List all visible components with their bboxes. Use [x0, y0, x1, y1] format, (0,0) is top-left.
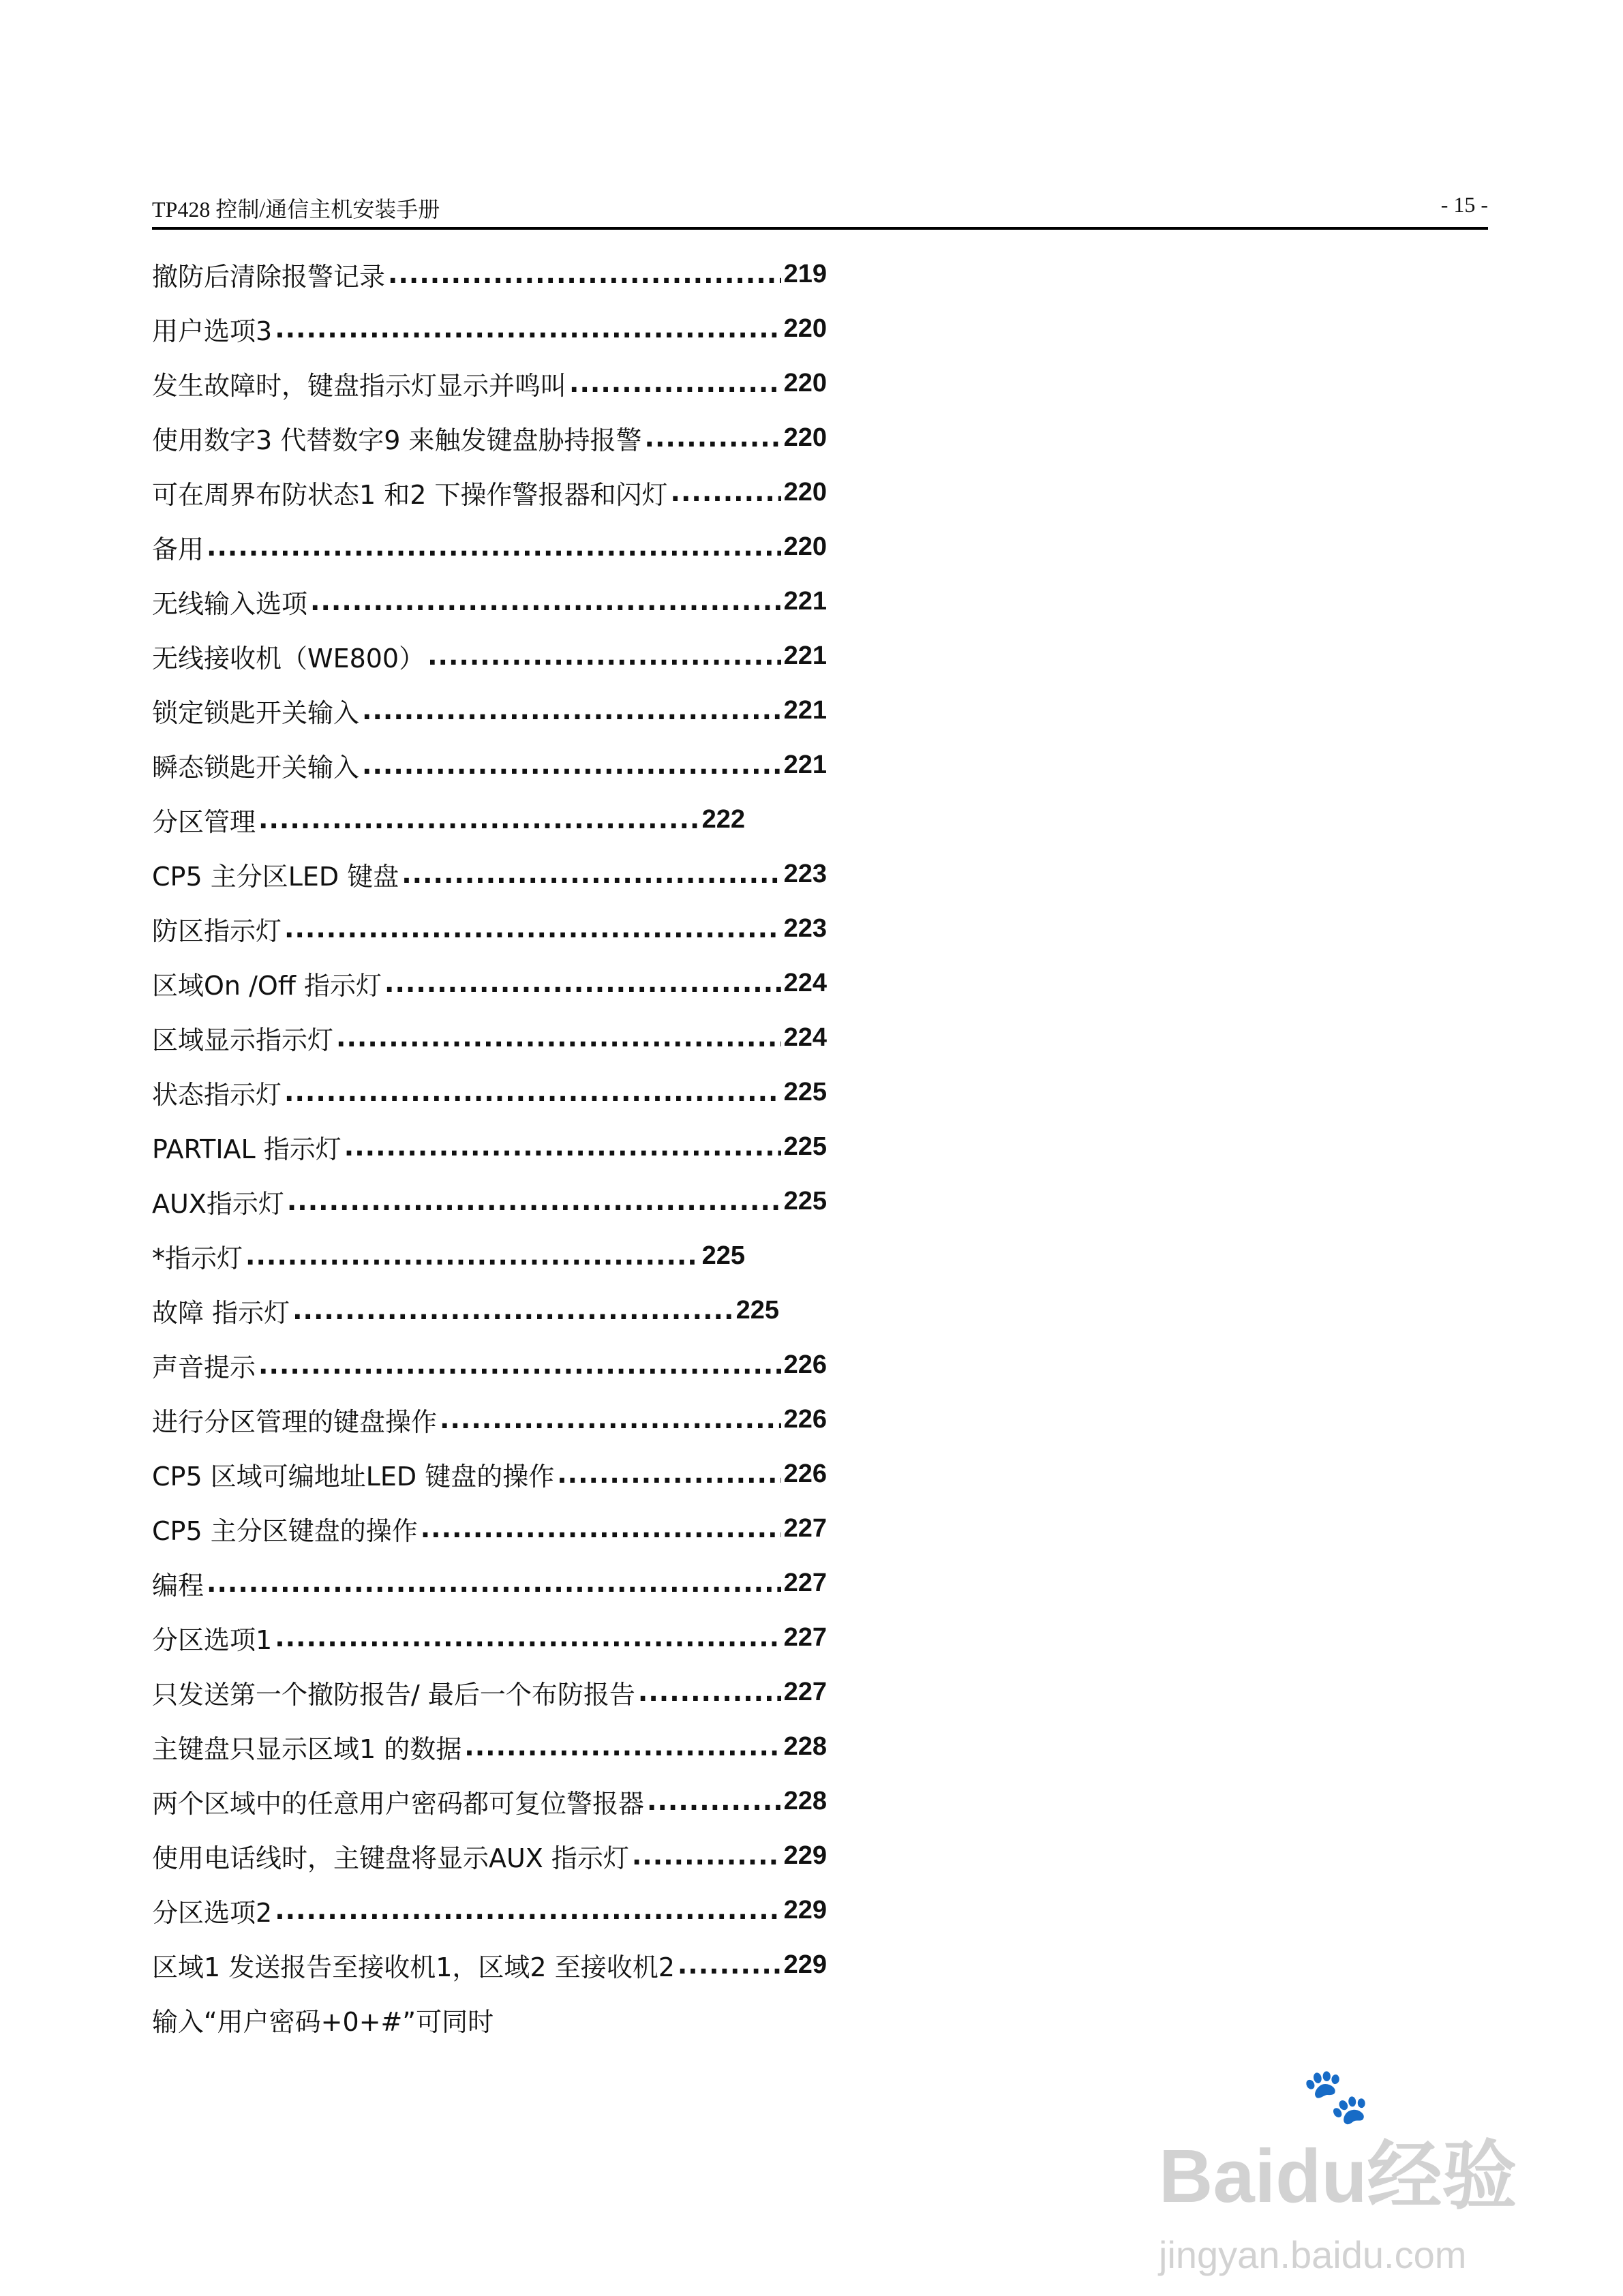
toc-entry[interactable]: [152, 1992, 827, 2046]
toc-entry-title: 锁定锁匙开关输入: [152, 697, 360, 728]
toc-entry[interactable]: [152, 410, 827, 465]
toc-entry-page: 227: [783, 1622, 827, 1652]
toc-entry-page: 226: [783, 1404, 827, 1434]
dot-leader: [275, 314, 780, 344]
toc-entry-page: 227: [783, 1513, 827, 1543]
toc-entry-title: 声音提示: [152, 1352, 256, 1383]
toc-entry[interactable]: [152, 1119, 827, 1174]
toc-entry-title: 主键盘只显示区域1 的数据: [152, 1734, 462, 1764]
baidu-watermark: [1159, 2066, 1581, 2291]
dot-leader: [671, 477, 781, 507]
toc-entry-title: 编程: [152, 1570, 204, 1601]
toc-entry-title: 发生故障时，键盘指示灯显示并鸣叫: [152, 370, 567, 401]
toc-entry-page: 225: [783, 1077, 827, 1106]
dot-leader: [207, 532, 781, 562]
dot-leader: [569, 368, 781, 398]
toc-entry-page: 225: [735, 1295, 779, 1325]
toc-entry[interactable]: [152, 847, 827, 901]
toc-entry[interactable]: [152, 1937, 827, 1992]
toc-entry[interactable]: [152, 519, 827, 574]
toc-entry[interactable]: [152, 1392, 827, 1447]
toc-entry[interactable]: [152, 1338, 827, 1392]
toc-entry[interactable]: [152, 1774, 827, 1828]
header-rule: [152, 227, 1488, 230]
toc-entry-page: 228: [783, 1732, 827, 1761]
toc-entry-title: 备用: [152, 534, 204, 564]
toc-entry[interactable]: [152, 683, 827, 738]
watermark-logo: Baidu经验: [1159, 2134, 1517, 2218]
toc-entry[interactable]: [152, 574, 827, 629]
toc-entry-page: 223: [783, 859, 827, 888]
dot-leader: [401, 859, 780, 889]
toc-entry-title: AUX指示灯: [152, 1188, 284, 1219]
dot-leader: [427, 641, 780, 671]
toc-entry-title: 分区管理: [152, 806, 256, 837]
toc-entry-title: 状态指示灯: [152, 1079, 282, 1110]
toc-entry[interactable]: [152, 1719, 827, 1774]
toc-entry-page: 229: [783, 1950, 827, 1979]
toc-entry[interactable]: [152, 792, 745, 847]
toc-entry[interactable]: [152, 1174, 827, 1228]
toc-entry-title: 撤防后清除报警记录: [152, 261, 386, 292]
toc-entry-title: CP5 主分区键盘的操作: [152, 1515, 418, 1546]
running-header: [152, 192, 1488, 224]
toc-entry-page: 225: [783, 1186, 827, 1215]
dot-leader: [284, 913, 781, 943]
toc-entry-title: 区域显示指示灯: [152, 1025, 334, 1055]
toc-entry-page: 219: [783, 259, 827, 288]
toc-entry-page: 220: [783, 368, 827, 397]
toc-entry-page: 229: [783, 1895, 827, 1924]
toc-entry-page: 228: [783, 1786, 827, 1815]
dot-leader: [258, 1350, 781, 1380]
toc-entry[interactable]: [152, 901, 827, 956]
toc-entry-page: 221: [783, 641, 827, 670]
toc-entry-page: 226: [783, 1459, 827, 1488]
toc-entry-page: 223: [783, 913, 827, 943]
dot-leader: [678, 1950, 781, 1980]
dot-leader: [362, 695, 781, 725]
toc-entry[interactable]: [152, 1065, 827, 1119]
toc-entry[interactable]: [152, 1828, 827, 1883]
toc-entry-page: 221: [783, 586, 827, 616]
paw-icon: 🐾: [1302, 2066, 1370, 2126]
toc-entry-page: 224: [783, 968, 827, 997]
header-title: TP428 控制/通信主机安装手册: [152, 197, 440, 222]
toc-entry-page: 221: [783, 750, 827, 779]
dot-leader: [638, 1677, 781, 1707]
toc-entry-page: 222: [701, 804, 745, 834]
toc-entry-page: 227: [783, 1677, 827, 1706]
dot-leader: [284, 1077, 781, 1107]
dot-leader: [258, 804, 699, 834]
toc-entry-page: 225: [783, 1132, 827, 1161]
dot-leader: [647, 1786, 781, 1816]
toc-entry-page: 220: [783, 314, 827, 343]
header-page-number: - 15 -: [1440, 192, 1488, 217]
toc-entry-page: 220: [783, 423, 827, 452]
toc-entry-page: 229: [783, 1841, 827, 1870]
toc-entry-page: 221: [783, 695, 827, 725]
dot-leader: [464, 1732, 780, 1762]
dot-leader: [344, 1132, 781, 1162]
toc-entry[interactable]: [152, 1447, 827, 1501]
dot-leader: [557, 1459, 780, 1489]
dot-leader: [632, 1841, 781, 1871]
dot-leader: [275, 1895, 780, 1925]
toc-entry-title: 瞬态锁匙开关输入: [152, 752, 360, 783]
toc-entry[interactable]: [152, 247, 827, 301]
toc-entry-title: 可在周界布防状态1 和2 下操作警报器和闪灯: [152, 479, 668, 510]
toc-entry[interactable]: [152, 1665, 827, 1719]
toc-entry[interactable]: [152, 1501, 827, 1556]
dot-leader: [440, 1404, 781, 1434]
toc-entry-title: 分区选项1: [152, 1625, 273, 1655]
toc-entry[interactable]: [152, 1283, 779, 1338]
toc-entry-page: 224: [783, 1023, 827, 1052]
dot-leader: [336, 1023, 781, 1053]
dot-leader: [310, 586, 781, 616]
table-of-contents: [152, 247, 827, 2046]
toc-entry[interactable]: [152, 1610, 827, 1665]
toc-entry-page: 220: [783, 532, 827, 561]
toc-entry[interactable]: [152, 1556, 827, 1610]
toc-entry-title: 无线接收机（WE800）: [152, 643, 425, 674]
toc-entry-title: 使用数字3 代替数字9 来触发键盘胁持报警: [152, 425, 642, 455]
toc-entry-page: 225: [701, 1241, 745, 1270]
toc-entry[interactable]: [152, 1010, 827, 1065]
toc-entry-title: 用户选项3: [152, 316, 273, 346]
toc-entry-title: 区域On /Off 指示灯: [152, 970, 382, 1001]
dot-leader: [292, 1295, 733, 1325]
toc-entry-title: 无线输入选项: [152, 588, 308, 619]
dot-leader: [245, 1241, 699, 1271]
dot-leader: [275, 1622, 780, 1652]
dot-leader: [421, 1513, 781, 1543]
watermark-url: jingyan.baidu.com: [1159, 2233, 1467, 2276]
toc-entry-page: 220: [783, 477, 827, 507]
dot-leader: [384, 968, 781, 998]
toc-entry[interactable]: [152, 1228, 745, 1283]
dot-leader: [207, 1568, 781, 1598]
toc-entry-title: 分区选项2: [152, 1897, 273, 1928]
toc-entry[interactable]: [152, 356, 827, 410]
toc-entry-title: 防区指示灯: [152, 916, 282, 946]
toc-entry[interactable]: [152, 301, 827, 356]
toc-entry-page: 226: [783, 1350, 827, 1379]
toc-entry-page: 227: [783, 1568, 827, 1597]
toc-entry-title: 进行分区管理的键盘操作: [152, 1406, 438, 1437]
toc-entry-title: CP5 主分区LED 键盘: [152, 861, 399, 892]
toc-entry-title: 只发送第一个撤防报告/ 最后一个布防报告: [152, 1679, 635, 1710]
toc-entry[interactable]: [152, 1883, 827, 1937]
toc-entry-title: PARTIAL 指示灯: [152, 1134, 342, 1164]
toc-entry[interactable]: [152, 956, 827, 1010]
toc-entry[interactable]: [152, 738, 827, 792]
toc-entry-title: CP5 区域可编地址LED 键盘的操作: [152, 1461, 555, 1492]
toc-entry[interactable]: [152, 629, 827, 683]
toc-entry[interactable]: [152, 465, 827, 519]
toc-entry-title: 使用电话线时，主键盘将显示AUX 指示灯: [152, 1843, 629, 1873]
toc-entry-title: *指示灯: [152, 1243, 243, 1273]
toc-entry-title: 区域1 发送报告至接收机1，区域2 至接收机2: [152, 1952, 675, 1982]
dot-leader: [388, 259, 781, 289]
dot-leader: [362, 750, 781, 780]
toc-entry-title: 故障 指示灯: [152, 1297, 290, 1328]
dot-leader: [287, 1186, 781, 1216]
dot-leader: [645, 423, 781, 453]
toc-entry-title: 两个区域中的任意用户密码都可复位警报器: [152, 1788, 645, 1819]
toc-entry-title: 输入“用户密码+0+#”可同时: [152, 2006, 494, 2037]
